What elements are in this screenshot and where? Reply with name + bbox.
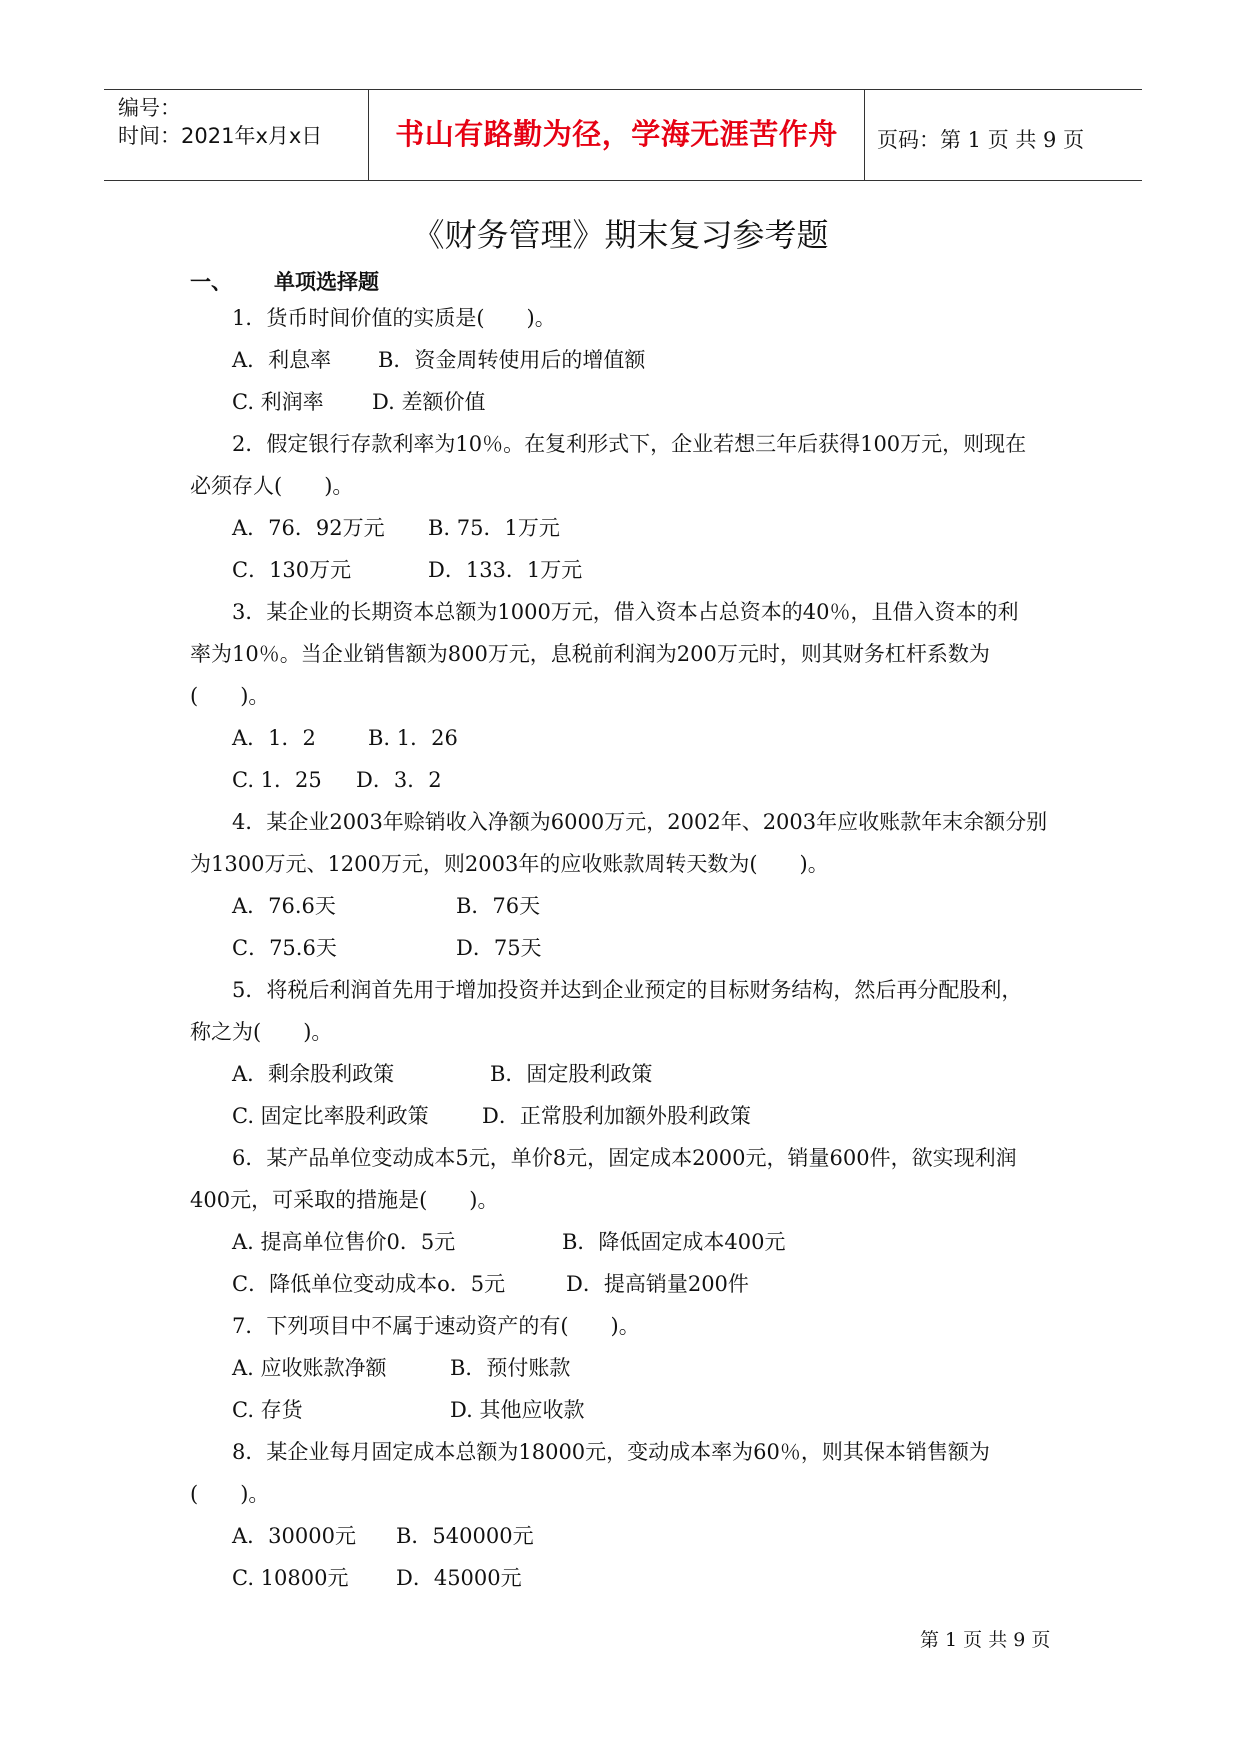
section-number: 一、 (190, 270, 232, 294)
option-d: D．45000元 (396, 1566, 522, 1590)
page-code-label: 页码：第 1 页 共 9 页 (877, 128, 1085, 152)
option-d: D．3．2 (356, 768, 442, 792)
option-d: D．正常股利加额外股利政策 (482, 1104, 751, 1128)
date-label: 时间：2021年x月x日 (118, 124, 323, 148)
option-d: D. 差额价值 (372, 390, 486, 414)
motto-text: 书山有路勤为径，学海无涯苦作舟 (395, 117, 838, 151)
question-6-line-1: 6．某产品单位变动成本5元，单价8元，固定成本2000元，销量600件，欲实现利润 (232, 1146, 1017, 1170)
question-5-line-1: 5．将税后利润首先用于增加投资并达到企业预定的目标财务结构，然后再分配股利， (232, 978, 1023, 1002)
section-name: 单项选择题 (274, 270, 379, 294)
option-d: D．133．1万元 (428, 558, 583, 582)
option-c: C. 10800元 (232, 1566, 349, 1590)
option-b: B．降低固定成本400元 (562, 1230, 786, 1254)
header-right-cell (865, 90, 1142, 180)
option-d: D．75天 (456, 936, 542, 960)
question-2-line-1: 2．假定银行存款利率为10％。在复利形式下，企业若想三年后获得100万元，则现在 (232, 432, 1027, 456)
question-3-line-1: 3．某企业的长期资本总额为1000万元，借入资本占总资本的40％，且借入资本的利 (232, 600, 1019, 624)
header-left-cell (104, 90, 369, 180)
option-c: C. 1．25 (232, 768, 322, 792)
option-d: D. 其他应收款 (450, 1398, 585, 1422)
question-6-line-2: 400元，可采取的措施是( )。 (190, 1188, 499, 1212)
option-a: A．利息率 (232, 348, 332, 372)
option-a: A．1．2 (232, 726, 316, 750)
option-b: B. 1．26 (368, 726, 458, 750)
header-middle-cell (369, 90, 865, 180)
serial-number-label: 编号： (118, 96, 181, 120)
question-3-line-2: 率为10％。当企业销售额为800万元，息税前利润为200万元时，则其财务杠杆系数为 (190, 642, 990, 666)
option-b: B．76天 (456, 894, 541, 918)
option-c: C．75.6天 (232, 936, 337, 960)
option-d: D．提高销量200件 (566, 1272, 749, 1296)
question-1-line-1: 1．货币时间价值的实质是( )。 (232, 306, 556, 330)
page-footer: 第 1 页 共 9 页 (920, 1629, 1051, 1651)
option-c: C．降低单位变动成本o．5元 (232, 1272, 506, 1296)
option-b: B．540000元 (396, 1524, 534, 1548)
option-b: B. 75．1万元 (428, 516, 560, 540)
question-5-line-2: 称之为( )。 (190, 1020, 333, 1044)
question-8-line-1: 8．某企业每月固定成本总额为18000元，变动成本率为60％，则其保本销售额为 (232, 1440, 990, 1464)
option-a: A. 提高单位售价0．5元 (232, 1230, 456, 1254)
option-a: A．76．92万元 (232, 516, 385, 540)
option-a: A．30000元 (232, 1524, 356, 1548)
option-c: C. 存货 (232, 1398, 303, 1422)
question-4-line-1: 4．某企业2003年赊销收入净额为6000万元，2002年、2003年应收账款年末余额分别 (232, 810, 1048, 834)
document-title: 《财务管理》期末复习参考题 (412, 216, 829, 254)
question-3-line-3: ( )。 (190, 684, 270, 708)
option-b: B．固定股利政策 (490, 1062, 653, 1086)
question-7-line-1: 7．下列项目中不属于速动资产的有( )。 (232, 1314, 640, 1338)
option-a: A. 应收账款净额 (232, 1356, 387, 1380)
option-a: A．76.6天 (232, 894, 336, 918)
option-c: C. 利润率 (232, 390, 324, 414)
option-c: C. 固定比率股利政策 (232, 1104, 429, 1128)
question-2-line-2: 必须存人( )。 (190, 474, 354, 498)
question-4-line-2: 为1300万元、1200万元，则2003年的应收账款周转天数为( )。 (190, 852, 829, 876)
option-a: A．剩余股利政策 (232, 1062, 395, 1086)
question-8-line-2: ( )。 (190, 1482, 270, 1506)
section-heading (190, 266, 379, 296)
document-header (104, 89, 1142, 181)
option-b: B．资金周转使用后的增值额 (378, 348, 646, 372)
option-b: B．预付账款 (450, 1356, 571, 1380)
option-c: C．130万元 (232, 558, 352, 582)
